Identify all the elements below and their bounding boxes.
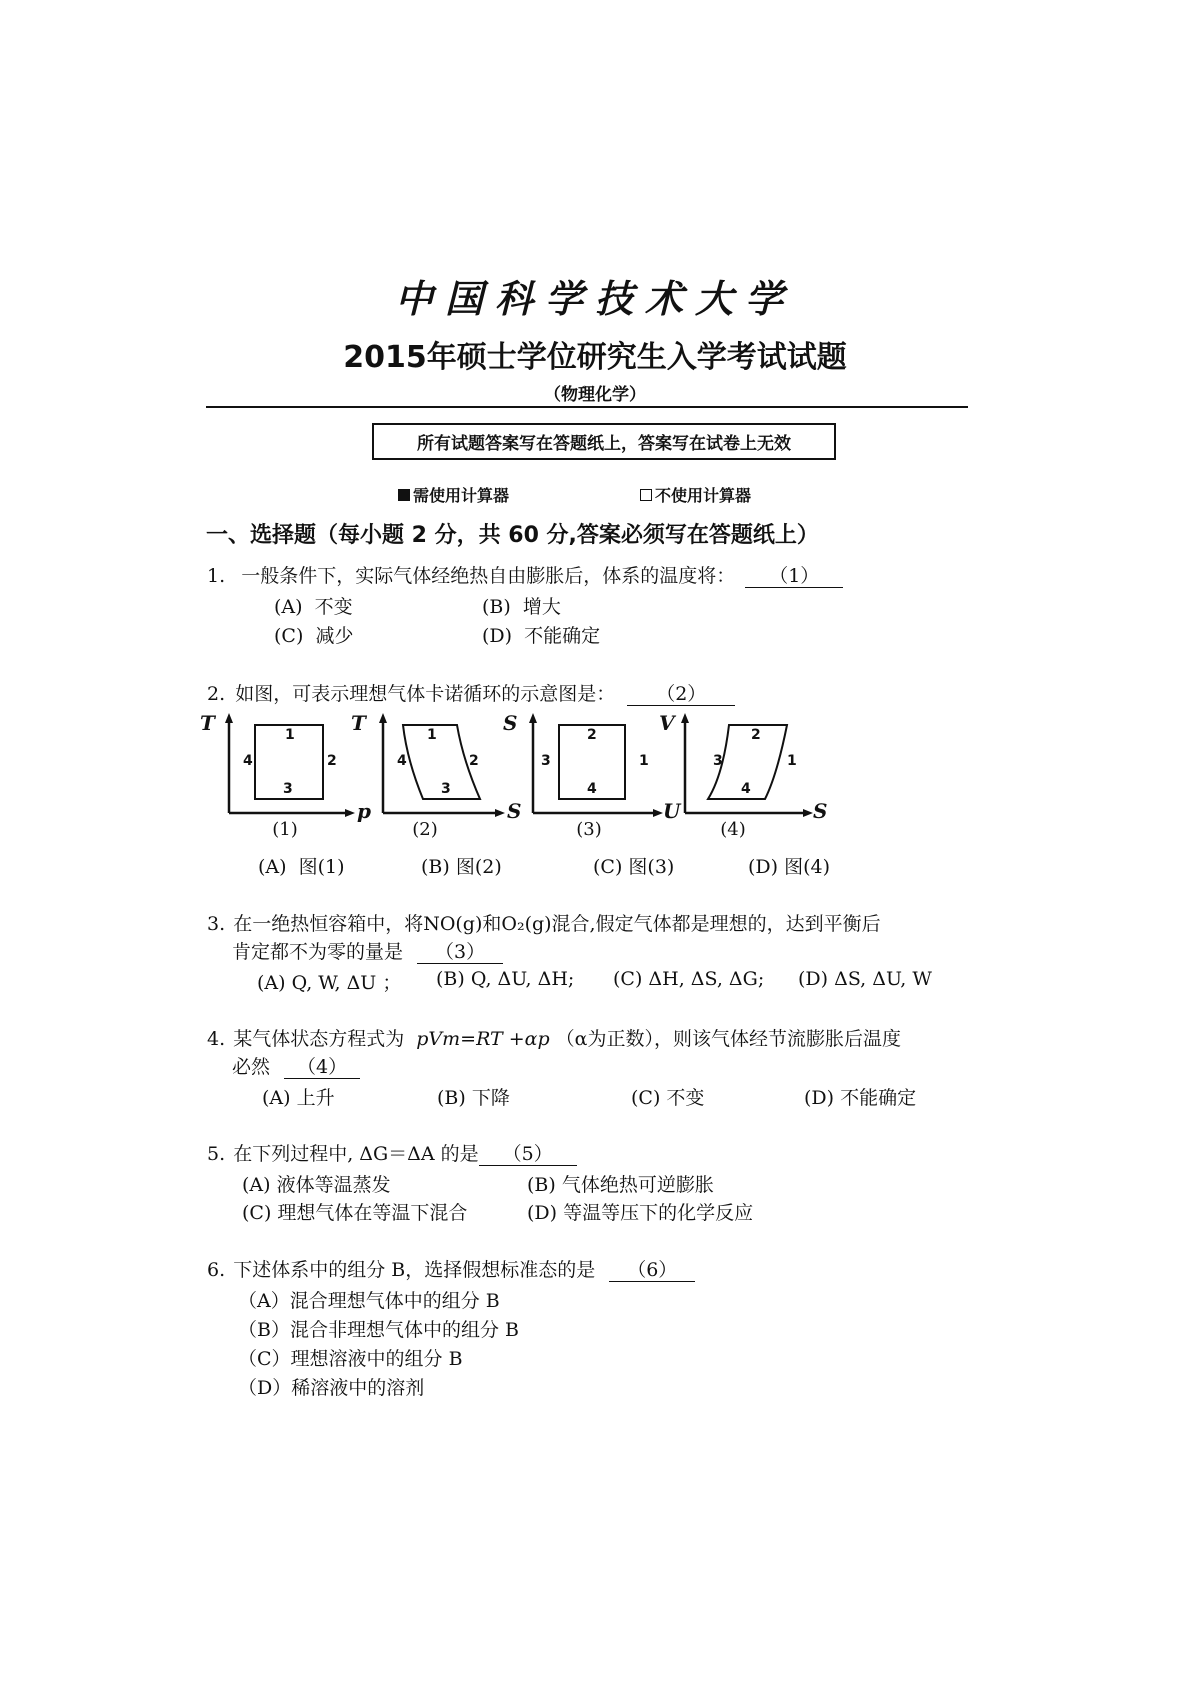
question-number: 2. bbox=[207, 683, 226, 705]
answer-blank: （1） bbox=[745, 565, 843, 588]
option-key: (B) bbox=[436, 968, 465, 990]
edge-label-top: 2 bbox=[751, 727, 761, 743]
x-axis-label: S bbox=[813, 799, 828, 823]
option-text: 混合理想气体中的组分 B bbox=[289, 1290, 500, 1312]
question-text: 如图，可表示理想气体卡诺循环的示意图是： bbox=[235, 683, 616, 705]
x-axis-label: S bbox=[507, 799, 522, 823]
option-c bbox=[274, 621, 353, 648]
option-b bbox=[482, 592, 561, 619]
question-number: 5. bbox=[207, 1143, 226, 1165]
option-d bbox=[748, 852, 830, 879]
question-2 bbox=[207, 680, 735, 708]
option-a bbox=[274, 592, 353, 619]
university-name: 中国科学技术大学 bbox=[394, 276, 795, 321]
y-axis-label: V bbox=[659, 711, 675, 735]
option-a bbox=[242, 1170, 391, 1197]
option-key: (D) bbox=[527, 1202, 558, 1224]
option-d bbox=[798, 968, 932, 990]
option-b bbox=[527, 1170, 714, 1197]
option-key: (A) bbox=[257, 972, 286, 994]
option-text: Q, W, ΔU ； bbox=[291, 972, 402, 994]
question-text-continued: 必然 bbox=[232, 1056, 271, 1078]
option-c bbox=[238, 1344, 463, 1371]
option-text: 液体等温蒸发 bbox=[276, 1174, 391, 1196]
question-text-continued: 肯定都不为零的量是 bbox=[232, 941, 404, 963]
calculator-not-needed-option bbox=[640, 483, 751, 506]
option-a bbox=[258, 852, 345, 879]
edge-label-bottom: 4 bbox=[741, 781, 751, 797]
question-text: 某气体状态方程式为 bbox=[233, 1028, 405, 1050]
question-text: 在下列过程中, ΔG＝ΔA 的是 bbox=[233, 1143, 479, 1165]
option-key: （A） bbox=[238, 1290, 290, 1312]
header-divider bbox=[206, 406, 968, 408]
option-text: 增大 bbox=[522, 596, 561, 618]
answer-blank: （2） bbox=[627, 683, 735, 706]
edge-label-top: 2 bbox=[587, 727, 597, 743]
calculator-needed-option bbox=[398, 483, 509, 506]
option-b bbox=[238, 1315, 519, 1342]
option-key: (C) bbox=[631, 1087, 661, 1109]
option-key: (D) bbox=[804, 1087, 835, 1109]
option-d bbox=[804, 1083, 916, 1110]
question-3 bbox=[207, 910, 881, 938]
diagram-3 bbox=[503, 711, 681, 840]
state-equation-formula: pVm=RT +αp bbox=[416, 1028, 550, 1050]
edge-label-bottom: 4 bbox=[587, 781, 597, 797]
option-text: 上升 bbox=[296, 1087, 335, 1109]
answer-blank: （6） bbox=[609, 1259, 695, 1282]
option-key: (D) bbox=[748, 856, 779, 878]
edge-label-right: 2 bbox=[327, 753, 337, 769]
edge-label-bottom: 3 bbox=[283, 781, 293, 797]
option-key: (A) bbox=[262, 1087, 291, 1109]
option-key: (A) bbox=[274, 596, 303, 618]
question-text: 一般条件下，实际气体经绝热自由膨胀后，体系的温度将： bbox=[241, 565, 736, 587]
option-key: (A) bbox=[258, 856, 287, 878]
question-number: 3. bbox=[207, 913, 226, 935]
edge-label-top: 1 bbox=[427, 727, 437, 743]
option-text: 混合非理想气体中的组分 B bbox=[289, 1319, 519, 1341]
edge-label-top: 1 bbox=[285, 727, 295, 743]
arrow-right-icon bbox=[653, 809, 663, 817]
edge-label-right: 1 bbox=[639, 753, 649, 769]
option-a bbox=[238, 1286, 500, 1313]
answer-blank: （5） bbox=[479, 1143, 577, 1166]
option-text: Q, ΔU, ΔH; bbox=[470, 968, 575, 990]
option-d bbox=[238, 1373, 424, 1400]
section-title: 一、选择题（每小题 2 分，共 60 分,答案必须写在答题纸上） bbox=[206, 523, 819, 548]
edge-label-left: 3 bbox=[713, 753, 723, 769]
option-a bbox=[257, 968, 401, 995]
diagram-caption: (2) bbox=[412, 819, 438, 840]
option-text: 理想气体在等温下混合 bbox=[277, 1202, 468, 1224]
option-text: 图(2) bbox=[455, 856, 502, 878]
question-number: 1. bbox=[207, 565, 226, 587]
option-key: （B） bbox=[238, 1319, 290, 1341]
diagram-4 bbox=[659, 711, 828, 840]
arrow-right-icon bbox=[803, 809, 813, 817]
edge-label-left: 4 bbox=[243, 753, 253, 769]
question-3-line-2 bbox=[232, 938, 503, 966]
option-text: 图(4) bbox=[784, 856, 831, 878]
calculator-needed-label: 需使用计算器 bbox=[413, 486, 510, 505]
option-key: (C) bbox=[242, 1202, 272, 1224]
option-text: 稀溶液中的溶剂 bbox=[291, 1377, 425, 1399]
option-key: (C) bbox=[613, 968, 643, 990]
arrow-up-icon bbox=[529, 713, 537, 723]
question-4 bbox=[207, 1025, 901, 1053]
question-text: 在一绝热恒容箱中，将NO(g)和O₂(g)混合,假定气体都是理想的，达到平衡后 bbox=[233, 913, 881, 935]
option-key: (D) bbox=[482, 625, 513, 647]
x-axis-label: U bbox=[663, 799, 681, 823]
option-b bbox=[436, 968, 574, 990]
question-text: 下述体系中的组分 B，选择假想标准态的是 bbox=[233, 1259, 596, 1281]
option-key: (B) bbox=[421, 856, 450, 878]
option-key: (B) bbox=[527, 1174, 556, 1196]
question-4-line-2 bbox=[232, 1053, 360, 1081]
option-text: 图(1) bbox=[298, 856, 345, 878]
answer-blank: （3） bbox=[417, 941, 503, 964]
y-axis-label: T bbox=[200, 711, 215, 735]
x-axis-label: p bbox=[357, 799, 371, 823]
diagrams-2 bbox=[351, 711, 522, 840]
question-text-suffix: （α为正数），则该气体经节流膨胀后温度 bbox=[555, 1028, 902, 1050]
y-axis-label: T bbox=[351, 711, 366, 735]
option-c bbox=[631, 1083, 704, 1110]
question-5 bbox=[207, 1140, 577, 1168]
option-c bbox=[613, 968, 764, 990]
diagram-caption: (3) bbox=[576, 819, 602, 840]
option-key: (A) bbox=[242, 1174, 271, 1196]
edge-label-left: 3 bbox=[541, 753, 551, 769]
option-b bbox=[437, 1083, 510, 1110]
question-6 bbox=[207, 1256, 695, 1284]
option-text: 减少 bbox=[315, 625, 354, 647]
option-text: 气体绝热可逆膨胀 bbox=[561, 1174, 714, 1196]
calculator-not-needed-label: 不使用计算器 bbox=[655, 486, 752, 505]
exam-subject: （物理化学） bbox=[544, 385, 646, 405]
answer-blank: （4） bbox=[284, 1056, 360, 1079]
diagram-1 bbox=[200, 711, 371, 840]
option-text: 等温等压下的化学反应 bbox=[563, 1202, 754, 1224]
option-key: (B) bbox=[482, 596, 511, 618]
option-text: 不变 bbox=[314, 596, 353, 618]
option-d bbox=[527, 1198, 753, 1225]
option-key: （D） bbox=[238, 1377, 292, 1399]
arrow-right-icon bbox=[345, 809, 355, 817]
exam-title: 2015年硕士学位研究生入学考试试题 bbox=[343, 340, 847, 375]
option-a bbox=[262, 1083, 335, 1110]
edge-label-bottom: 3 bbox=[441, 781, 451, 797]
unchecked-box-icon bbox=[640, 489, 652, 501]
question-1 bbox=[207, 562, 843, 590]
option-c bbox=[593, 852, 674, 879]
arrow-up-icon bbox=[379, 713, 387, 723]
diagram-caption: (1) bbox=[272, 819, 298, 840]
option-key: (B) bbox=[437, 1087, 466, 1109]
question-number: 6. bbox=[207, 1259, 226, 1281]
edge-label-right: 1 bbox=[787, 753, 797, 769]
option-text: 不能确定 bbox=[524, 625, 601, 647]
option-c bbox=[242, 1198, 467, 1225]
option-text: 图(3) bbox=[628, 856, 675, 878]
option-key: (D) bbox=[798, 968, 829, 990]
answer-notice-text: 所有试题答案写在答题纸上，答案写在试卷上无效 bbox=[417, 434, 791, 454]
option-key: (C) bbox=[593, 856, 623, 878]
option-b bbox=[421, 852, 502, 879]
question-number: 4. bbox=[207, 1028, 226, 1050]
diagram-4-svg bbox=[665, 715, 828, 825]
edge-label-left: 4 bbox=[397, 753, 407, 769]
diagram-caption: (4) bbox=[720, 819, 746, 840]
option-text: 不能确定 bbox=[840, 1087, 917, 1109]
option-key: (C) bbox=[274, 625, 304, 647]
option-d bbox=[482, 621, 600, 648]
option-text: ΔH, ΔS, ΔG; bbox=[648, 968, 765, 990]
option-key: （C） bbox=[238, 1348, 291, 1370]
answer-notice-box bbox=[372, 423, 836, 460]
y-axis-label: S bbox=[503, 711, 518, 735]
arrow-up-icon bbox=[681, 713, 689, 723]
checked-box-icon bbox=[398, 489, 410, 501]
option-text: ΔS, ΔU, W bbox=[834, 968, 932, 990]
arrow-right-icon bbox=[495, 809, 505, 817]
option-text: 不变 bbox=[666, 1087, 705, 1109]
edge-label-right: 2 bbox=[469, 753, 479, 769]
arrow-up-icon bbox=[225, 713, 233, 723]
option-text: 理想溶液中的组分 B bbox=[290, 1348, 463, 1370]
option-text: 下降 bbox=[471, 1087, 510, 1109]
